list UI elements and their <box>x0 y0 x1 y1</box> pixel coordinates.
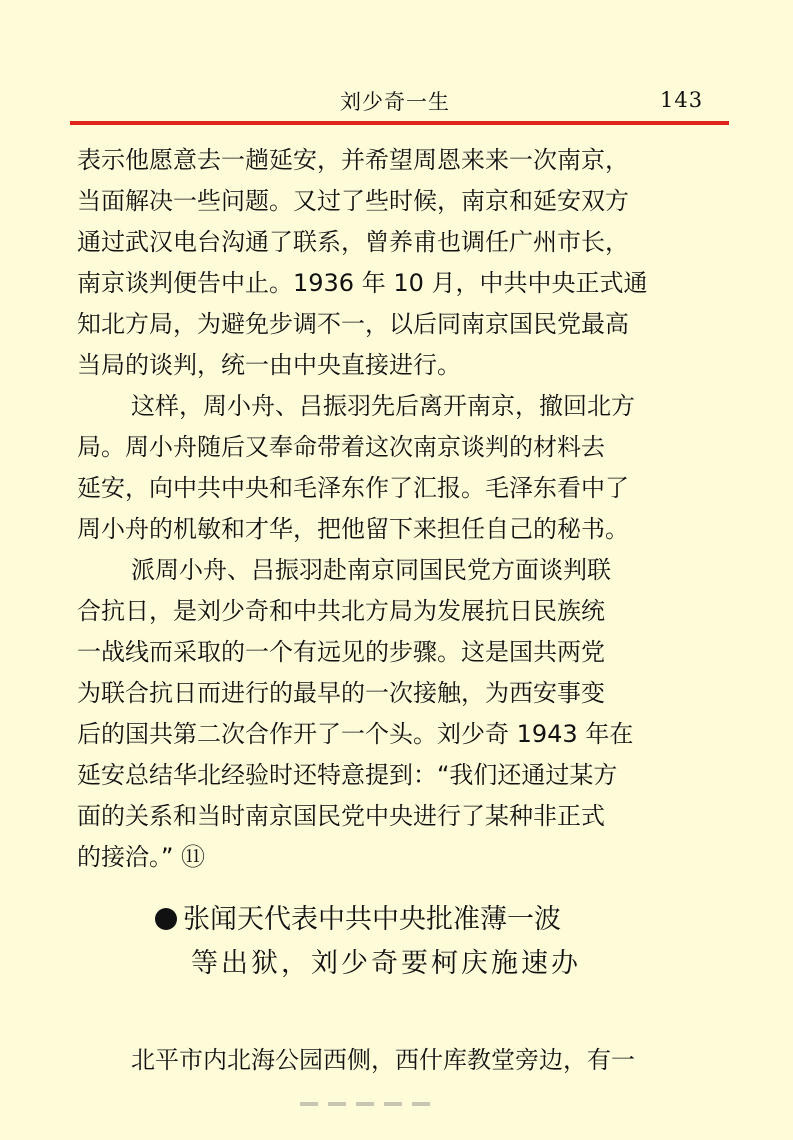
text-line: 面的关系和当时南京国民党中央进行了某种非正式 <box>77 802 605 830</box>
header-rule <box>70 121 729 125</box>
cut-off-glyph <box>300 1102 318 1106</box>
text-line: 后的国共第二次合作开了一个头。刘少奇 1943 年在 <box>77 720 634 748</box>
book-title: 刘少奇一生 <box>340 90 450 114</box>
cut-off-glyph <box>356 1102 374 1106</box>
last-paragraph <box>131 1040 731 1081</box>
text-line: 合抗日，是刘少奇和中共北方局为发展抗日民族统 <box>77 597 605 625</box>
text-line: 局。周小舟随后又奉命带着这次南京谈判的材料去 <box>77 433 605 461</box>
text-line: 通过武汉电台沟通了联系，曾养甫也调任广州市长， <box>77 228 629 256</box>
text-line: 表示他愿意去一趟延安，并希望周恩来来一次南京， <box>77 146 629 174</box>
section-heading-line-1 <box>155 898 715 942</box>
text-line: 的接洽。” ⑪ <box>77 843 206 871</box>
text-line: 这样，周小舟、吕振羽先后离开南京，撤回北方 <box>131 392 635 420</box>
text-line: 当局的谈判，统一由中央直接进行。 <box>77 351 461 379</box>
text-line: 延安，向中共中央和毛泽东作了汇报。毛泽东看中了 <box>77 474 629 502</box>
bullet-icon <box>155 908 177 930</box>
text-line: 北平市内北海公园西侧，西什库教堂旁边，有一 <box>131 1046 635 1074</box>
cut-off-glyph <box>384 1102 402 1106</box>
text-line: 延安总结华北经验时还特意提到：“我们还通过某方 <box>77 761 618 789</box>
cut-off-glyph <box>412 1102 430 1106</box>
section-heading-line-2: 等出狱，刘少奇要柯庆施速办 <box>191 948 581 979</box>
body-text <box>77 140 727 878</box>
text-line: 一战线而采取的一个有远见的步骤。这是国共两党 <box>77 638 605 666</box>
cut-off-text-line <box>300 1100 500 1110</box>
text-line: 知北方局，为避免步调不一，以后同南京国民党最高 <box>77 310 629 338</box>
page-header <box>0 0 793 126</box>
section-heading <box>155 898 715 986</box>
text-line: 当面解决一些问题。又过了些时候，南京和延安双方 <box>77 187 629 215</box>
text-line: 南京谈判便告中止。1936 年 10 月，中共中央正式通 <box>77 269 648 297</box>
text-line: 为联合抗日而进行的最早的一次接触，为西安事变 <box>77 679 605 707</box>
text-line: 周小舟的机敏和才华，把他留下来担任自己的秘书。 <box>77 515 629 543</box>
cut-off-glyph <box>328 1102 346 1106</box>
page-number: 143 <box>660 88 704 112</box>
text-line: 派周小舟、吕振羽赴南京同国民党方面谈判联 <box>131 556 611 584</box>
section-heading-text-1: 张闻天代表中共中央批准薄一波 <box>183 904 561 935</box>
